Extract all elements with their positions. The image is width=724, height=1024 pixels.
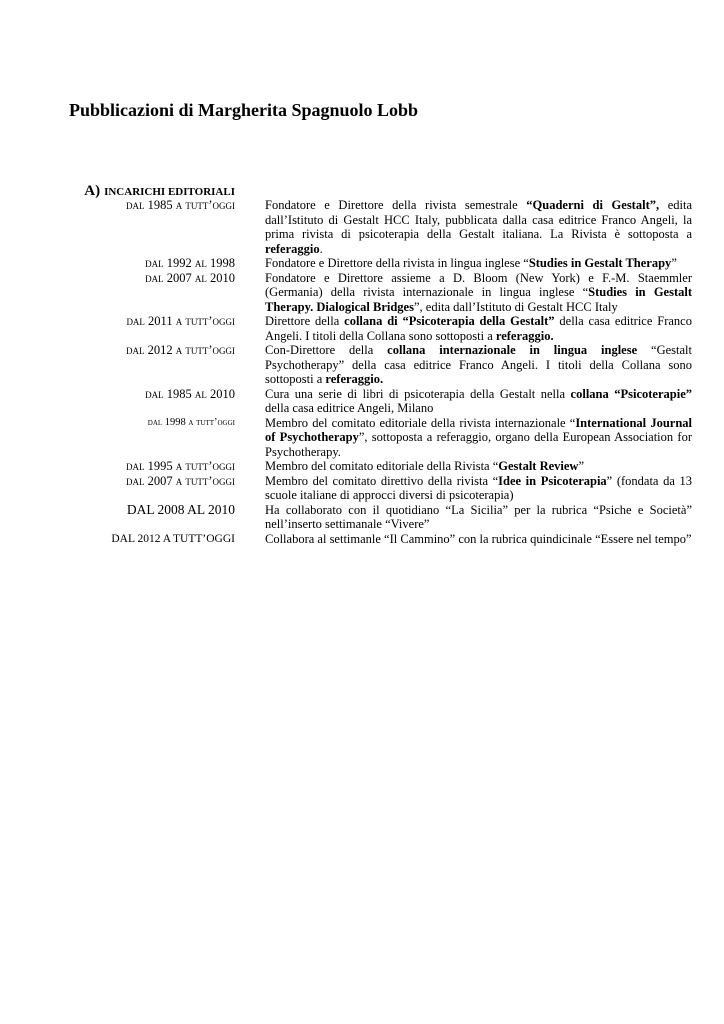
text-run: ”, edita dall’Istituto di Gestalt HCC Italy (413, 299, 618, 314)
bold-text: collana di “Psicoterapia della Gestalt” (344, 314, 555, 328)
entry-date: dal 2007 a tutt’oggi (125, 473, 235, 488)
text-run: Ha collaborato con il quotidiano “La Sicilia” per la rubrica “Psiche e Società” nell’inserto settimanale “Vivere” (265, 502, 692, 531)
bold-text: collana internazionale in lingua inglese (387, 343, 638, 357)
bold-text: Gestalt Review (498, 459, 579, 473)
entry-date: dal 2007 al 2010 (145, 270, 235, 285)
entry-row (0, 387, 724, 416)
bold-text: referaggio. (495, 328, 554, 343)
bold-text: Idee in Psicoterapia (498, 473, 607, 488)
text-run: Direttore della (265, 314, 345, 328)
entry-date: dal 2012 a tutt’oggi (125, 343, 235, 357)
bold-text: referaggio. (325, 372, 384, 386)
text-run: edita dall’Istituto di Gestalt HCC Italy, pubblicata dalla casa editrice Franco Angeli, la prima rivista di psicoterapia della Gestalt italiana. La Rivista è sottoposta a (265, 198, 693, 241)
bold-text: Studies in Gestalt Therapy (528, 256, 672, 270)
entry-description (265, 198, 692, 256)
bold-text: “Quaderni di Gestalt”, (526, 198, 660, 212)
entry-description (265, 474, 692, 503)
entry-row (0, 459, 724, 474)
entry-date: dal 1995 a tutt’oggi (125, 459, 235, 473)
entry-row (0, 256, 724, 271)
entry-date: dal 1998 a tutt’oggi (147, 416, 235, 428)
text-run: Fondatore e Direttore della rivista semestrale (265, 198, 527, 212)
entry-description (265, 532, 692, 547)
bold-text: referaggio (265, 241, 320, 256)
entry-date: dal 1985 a tutt’oggi (125, 198, 235, 212)
text-run: Membro del comitato direttivo della rivista “ (265, 473, 499, 488)
entry-row (0, 503, 724, 532)
entry-row (0, 474, 724, 503)
entry-date: dal 1985 al 2010 (145, 386, 235, 401)
text-run: Collabora al settimanle “Il Cammino” con la rubrica quindicinale “Essere nel tempo” (265, 531, 692, 546)
entry-description (265, 314, 692, 343)
section-name: INCARICHI EDITORIALI (104, 186, 235, 198)
entry-date: dal 2011 a tutt’oggi (126, 314, 235, 328)
bold-text: Studies in Gestalt Therapy. Dialogical Bridges (265, 285, 692, 314)
entry-row (0, 314, 724, 343)
text-run: Membro del comitato editoriale della rivista internazionale “ (265, 415, 576, 430)
entry-description (265, 256, 692, 271)
text-run: ” (671, 256, 677, 270)
entry-date: DAL 2012 A TUTT’OGGI (111, 532, 235, 545)
text-run: Membro del comitato editoriale della Rivista “ (265, 459, 499, 473)
entry-date: dal 1992 al 1998 (145, 256, 235, 270)
text-run: ” (fondata da 13 scuole italiane di approcci diversi di psicoterapia) (265, 473, 692, 502)
entry-description (265, 387, 692, 416)
bold-text: International Journal of Psychotherapy (265, 415, 692, 444)
bold-text: collana “Psicoterapie” (570, 386, 692, 401)
text-run: Fondatore e Direttore assieme a D. Bloom (New York) e F.-M. Staemmler (Germania) della rivista internazionale in lingua inglese “ (265, 270, 692, 299)
section-letter: A) (84, 183, 101, 199)
entry-row (0, 416, 724, 460)
entry-row (0, 343, 724, 387)
text-run: Fondatore e Direttore della rivista in lingua inglese “ (265, 256, 529, 270)
text-run: della casa editrice Angeli, Milano (265, 401, 434, 415)
entry-row (0, 532, 724, 547)
text-run: della casa editrice Franco Angeli. I titoli della Collana sono sottoposti a (265, 314, 692, 343)
entry-description (265, 459, 692, 474)
entry-description (265, 271, 692, 315)
entry-row (0, 198, 724, 256)
text-run: ” (578, 459, 585, 473)
entry-row (0, 271, 724, 315)
entry-description (265, 416, 692, 460)
entry-date: DAL 2008 AL 2010 (126, 501, 235, 517)
text-run: . (319, 241, 323, 256)
page-title: Pubblicazioni di Margherita Spagnuolo Lobb (69, 100, 419, 120)
text-run: ”, sottoposta a referaggio, organo della European Association for Psychotherapy. (265, 430, 693, 459)
text-run: Con-Direttore della (265, 343, 388, 357)
text-run: “Gestalt Psychotherapy” della casa editrice Franco Angeli. I titoli della Collana sono sottoposti a (265, 343, 692, 386)
entries-list (0, 198, 724, 546)
text-run: Cura una serie di libri di psicoterapia della Gestalt nella (265, 386, 571, 401)
entry-description (265, 503, 692, 532)
entry-description (265, 343, 692, 387)
